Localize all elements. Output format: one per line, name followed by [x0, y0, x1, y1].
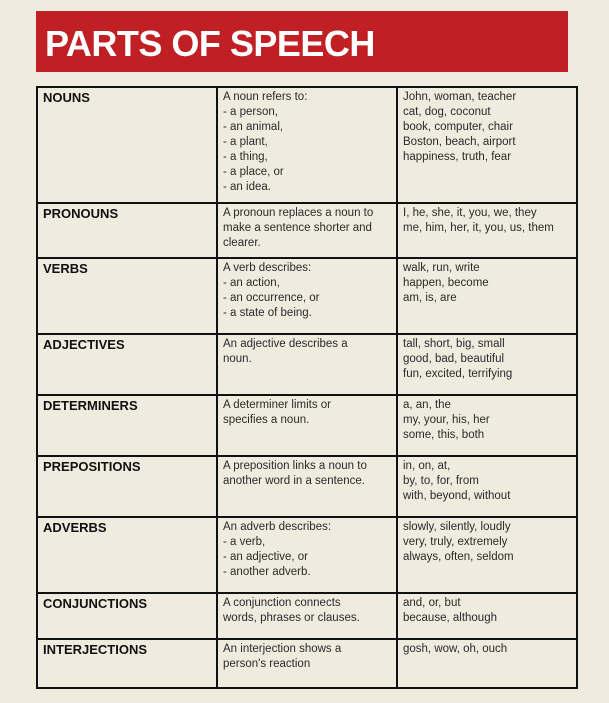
- definition-line: noun.: [223, 353, 252, 365]
- definition-cell: [217, 258, 397, 334]
- term-cell: PRONOUNS: [37, 203, 217, 258]
- examples-line: fun, excited, terrifying: [403, 368, 513, 380]
- term-cell: INTERJECTIONS: [37, 639, 217, 688]
- definition-line: - a state of being.: [223, 307, 312, 319]
- examples-line: gosh, wow, oh, ouch: [403, 643, 508, 655]
- examples-line: because, although: [403, 612, 497, 624]
- term-cell: CONJUNCTIONS: [37, 593, 217, 639]
- definition-line: A preposition links a noun to: [223, 460, 367, 472]
- definition-line: An adverb describes:: [223, 521, 332, 533]
- definition-line: words, phrases or clauses.: [223, 612, 360, 624]
- examples-line: in, on, at,: [403, 460, 451, 472]
- examples-line: and, or, but: [403, 597, 461, 609]
- term-cell: ADJECTIVES: [37, 334, 217, 395]
- definition-line: - another adverb.: [223, 566, 311, 578]
- examples-line: with, beyond, without: [403, 490, 511, 502]
- examples-line: Boston, beach, airport: [403, 136, 516, 148]
- definition-line: A conjunction connects: [223, 597, 341, 609]
- definition-line: - an animal,: [223, 121, 284, 133]
- definition-line: A pronoun replaces a noun to: [223, 207, 374, 219]
- table-row: [37, 258, 577, 334]
- definition-line: specifies a noun.: [223, 414, 310, 426]
- definition-line: - an occurrence, or: [223, 292, 320, 304]
- definition-line: - a verb,: [223, 536, 266, 548]
- definition-line: - an idea.: [223, 181, 271, 193]
- examples-line: book, computer, chair: [403, 121, 513, 133]
- examples-line: slowly, silently, loudly: [403, 521, 511, 533]
- examples-line: me, him, her, it, you, us, them: [403, 222, 554, 234]
- table-row: [37, 593, 577, 639]
- term-cell: DETERMINERS: [37, 395, 217, 456]
- term-cell: NOUNS: [37, 87, 217, 203]
- definition-line: An adjective describes a: [223, 338, 348, 350]
- parts-of-speech-table: [36, 86, 578, 689]
- definition-cell: [217, 593, 397, 639]
- definition-line: - a person,: [223, 106, 278, 118]
- term-cell: VERBS: [37, 258, 217, 334]
- table-row: [37, 456, 577, 517]
- examples-line: I, he, she, it, you, we, they: [403, 207, 537, 219]
- title-banner: [36, 11, 568, 72]
- definition-cell: [217, 639, 397, 688]
- examples-line: cat, dog, coconut: [403, 106, 491, 118]
- definition-line: - an action,: [223, 277, 280, 289]
- page-title: PARTS OF SPEECH: [45, 23, 375, 64]
- definition-line: another word in a sentence.: [223, 475, 365, 487]
- examples-cell: [397, 203, 577, 258]
- examples-line: by, to, for, from: [403, 475, 479, 487]
- definition-line: make a sentence shorter and: [223, 222, 372, 234]
- examples-line: am, is, are: [403, 292, 457, 304]
- examples-line: a, an, the: [403, 399, 451, 411]
- definition-line: An interjection shows a: [223, 643, 342, 655]
- examples-cell: [397, 593, 577, 639]
- definition-cell: [217, 334, 397, 395]
- table-row: [37, 395, 577, 456]
- definition-line: A determiner limits or: [223, 399, 332, 411]
- examples-cell: [397, 639, 577, 688]
- definition-line: - a plant,: [223, 136, 268, 148]
- examples-cell: [397, 334, 577, 395]
- examples-line: tall, short, big, small: [403, 338, 505, 350]
- examples-cell: [397, 258, 577, 334]
- examples-line: always, often, seldom: [403, 551, 514, 563]
- definition-cell: [217, 87, 397, 203]
- definition-line: A noun refers to:: [223, 91, 308, 103]
- term-cell: PREPOSITIONS: [37, 456, 217, 517]
- table-row: [37, 203, 577, 258]
- examples-line: some, this, both: [403, 429, 485, 441]
- examples-line: my, your, his, her: [403, 414, 490, 426]
- definition-line: person's reaction: [223, 658, 311, 670]
- examples-line: good, bad, beautiful: [403, 353, 505, 365]
- definition-line: - a place, or: [223, 166, 284, 178]
- definition-line: - an adjective, or: [223, 551, 309, 563]
- definition-cell: [217, 203, 397, 258]
- examples-cell: [397, 517, 577, 593]
- examples-line: walk, run, write: [403, 262, 480, 274]
- examples-cell: [397, 395, 577, 456]
- definition-line: - a thing,: [223, 151, 268, 163]
- definition-line: A verb describes:: [223, 262, 312, 274]
- examples-line: very, truly, extremely: [403, 536, 508, 548]
- definition-cell: [217, 395, 397, 456]
- definition-line: clearer.: [223, 237, 261, 249]
- table-row: [37, 334, 577, 395]
- examples-line: happen, become: [403, 277, 489, 289]
- table-row: [37, 87, 577, 203]
- examples-line: happiness, truth, fear: [403, 151, 512, 163]
- examples-cell: [397, 456, 577, 517]
- table-row: [37, 639, 577, 688]
- examples-cell: [397, 87, 577, 203]
- examples-line: John, woman, teacher: [403, 91, 517, 103]
- definition-cell: [217, 456, 397, 517]
- definition-cell: [217, 517, 397, 593]
- table-row: [37, 517, 577, 593]
- term-cell: ADVERBS: [37, 517, 217, 593]
